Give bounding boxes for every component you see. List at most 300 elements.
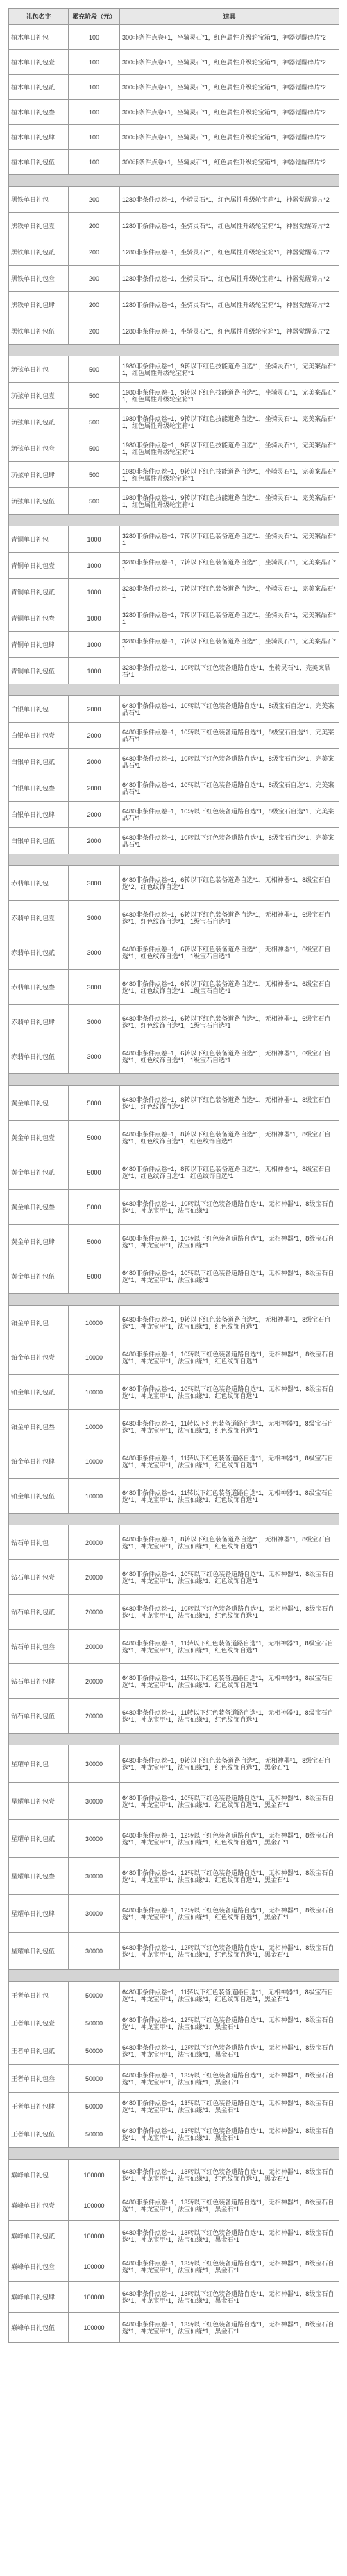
table-row — [9, 266, 339, 292]
pack-name-cell: 铂金单日礼包肆 — [9, 1444, 69, 1479]
table-row — [9, 383, 339, 409]
items-cell: 6480非条件点卷+1，6转以下红色装备道路自选*1，无相神器*1，6级宝石自选*1，红色纹饰自选*1，1级宝石自选*1 — [120, 935, 339, 970]
table-row — [9, 187, 339, 213]
items-cell: 1980非条件点卷+1，9转以下红色技能道路自选*1，坐骑灵石*1，完美案晶石*1，红色属性升级轮宝箱*1 — [120, 356, 339, 383]
table-row — [9, 75, 339, 100]
table-row — [9, 409, 339, 435]
items-cell: 300非条件点卷+1，坐骑灵石*1，红色属性升级轮宝箱*1，神器觉醒碎片*2 — [120, 50, 339, 75]
group-separator — [9, 1734, 339, 1745]
table-row — [9, 866, 339, 901]
amount-cell: 2000 — [69, 775, 120, 802]
table-row — [9, 1225, 339, 1259]
items-cell: 6480非条件点卷+1，8转以下红色装备道路自选*1，无相神器*1，8级宝石自选*1，红色纹饰自选*1，红色纹饰自选*1 — [120, 1121, 339, 1155]
table-row — [9, 1340, 339, 1375]
pack-name-cell: 赤翡单日礼包叁 — [9, 970, 69, 1005]
table-row — [9, 356, 339, 383]
items-cell: 6480非条件点卷+1，11转以下红色装备道路自选*1，无相神器*1，8级宝石自选*1，神龙宝甲*1，法宝仙缘*1，红色纹饰自选*1 — [120, 1444, 339, 1479]
table-row — [9, 935, 339, 970]
items-cell: 3280非条件点卷+1，7转以下红色装备道路自选*1，坐骑灵石*1，完美案晶石*1 — [120, 526, 339, 553]
table-row — [9, 2065, 339, 2093]
group-separator — [9, 1514, 339, 1525]
amount-cell: 200 — [69, 187, 120, 213]
amount-cell: 1000 — [69, 658, 120, 684]
group-separator — [9, 2148, 339, 2160]
table-row — [9, 213, 339, 239]
pack-name-cell: 星耀单日礼包壹 — [9, 1783, 69, 1820]
amount-cell: 10000 — [69, 1444, 120, 1479]
pack-name-cell: 黄金单日礼包壹 — [9, 1121, 69, 1155]
amount-cell: 1000 — [69, 526, 120, 553]
pack-name-cell: 赤翡单日礼包伍 — [9, 1039, 69, 1074]
amount-cell: 1000 — [69, 553, 120, 579]
pack-name-cell: 铂金单日礼包壹 — [9, 1340, 69, 1375]
pack-name-cell: 钻石单日礼包贰 — [9, 1595, 69, 1630]
items-cell: 1280非条件点卷+1，坐骑灵石*1，红色属性升级轮宝箱*1，神器觉醒碎片*2 — [120, 318, 339, 345]
amount-cell: 20000 — [69, 1630, 120, 1664]
pack-name-cell: 赤翡单日礼包肆 — [9, 1005, 69, 1039]
table-row — [9, 1745, 339, 1783]
pack-name-cell: 王者单日礼包贰 — [9, 2037, 69, 2065]
table-row — [9, 658, 339, 684]
amount-cell: 10000 — [69, 1340, 120, 1375]
table-row — [9, 2120, 339, 2148]
table-row — [9, 1982, 339, 2009]
group-separator-cell — [9, 684, 339, 696]
table-row — [9, 1479, 339, 1514]
table-row — [9, 2282, 339, 2313]
pack-name-cell: 青铜单日礼包肆 — [9, 632, 69, 658]
amount-cell: 1000 — [69, 605, 120, 632]
amount-cell: 2000 — [69, 696, 120, 723]
pack-name-cell: 白银单日礼包伍 — [9, 828, 69, 854]
pack-name-cell: 赤翡单日礼包贰 — [9, 935, 69, 970]
table-row — [9, 488, 339, 515]
table-row — [9, 1664, 339, 1699]
table-row — [9, 2313, 339, 2343]
table-row — [9, 1858, 339, 1895]
amount-cell: 3000 — [69, 1039, 120, 1074]
pack-name-cell: 白银单日礼包 — [9, 696, 69, 723]
pack-name-cell: 青铜单日礼包伍 — [9, 658, 69, 684]
amount-cell: 20000 — [69, 1699, 120, 1734]
table-header-row — [9, 9, 339, 25]
items-cell: 300非条件点卷+1，坐骑灵石*1，红色属性升级轮宝箱*1，神器觉醒碎片*2 — [120, 25, 339, 50]
amount-cell: 500 — [69, 409, 120, 435]
group-separator-cell — [9, 1514, 339, 1525]
items-cell: 1980非条件点卷+1，9转以下红色技能道路自选*1，坐骑灵石*1，完美案晶石*1，红色属性升级轮宝箱*1 — [120, 409, 339, 435]
items-cell: 1280非条件点卷+1，坐骑灵石*1，红色属性升级轮宝箱*1，神器觉醒碎片*2 — [120, 292, 339, 318]
items-cell: 6480非条件点卷+1，8转以下红色装备道路自选*1，无相神器*1，8级宝石自选*1，红色纹饰自选*1 — [120, 1086, 339, 1121]
items-cell: 6480非条件点卷+1，10转以下红色装备道路自选*1，无相神器*1，8级宝石自选*1，神龙宝甲*1，法宝仙缘*1，红色纹饰自选*1 — [120, 1595, 339, 1630]
group-separator — [9, 1074, 339, 1086]
table-row — [9, 2190, 339, 2221]
pack-name-cell: 赤翡单日礼包壹 — [9, 901, 69, 935]
header-name: 礼包名字 — [9, 9, 69, 25]
amount-cell: 200 — [69, 318, 120, 345]
header-items: 道具 — [120, 9, 339, 25]
pack-name-cell: 钻石单日礼包肆 — [9, 1664, 69, 1699]
amount-cell: 200 — [69, 266, 120, 292]
amount-cell: 10000 — [69, 1479, 120, 1514]
items-cell: 3280非条件点卷+1，7转以下红色装备道路自选*1，坐骑灵石*1，完美案晶石*1 — [120, 605, 339, 632]
table-row — [9, 1699, 339, 1734]
amount-cell: 2000 — [69, 749, 120, 775]
items-cell: 3280非条件点卷+1，7转以下红色装备道路自选*1，坐骑灵石*1，完美案晶石*1 — [120, 632, 339, 658]
table-row — [9, 1306, 339, 1340]
amount-cell: 200 — [69, 239, 120, 266]
items-cell: 6480非条件点卷+1，13转以下红色装备道路自选*1，无相神器*1，8级宝石自选*1，神龙宝甲*1，法宝仙缘*1，黑金石*1 — [120, 2282, 339, 2313]
amount-cell: 3000 — [69, 901, 120, 935]
items-cell: 6480非条件点卷+1，8转以下红色装备道路自选*1，无相神器*1，8级宝石自选*1，神龙宝甲*1，法宝仙缘*1，红色纹饰自选*1 — [120, 1525, 339, 1560]
pack-name-cell: 植木单日礼包贰 — [9, 75, 69, 100]
gift-pack-table — [8, 8, 339, 2343]
pack-name-cell: 黑铁单日礼包伍 — [9, 318, 69, 345]
items-cell: 6480非条件点卷+1，10转以下红色装备道路自选*1，无相神器*1，8级宝石自选*1，神龙宝甲*1，法宝仙缘*1 — [120, 1190, 339, 1225]
group-separator — [9, 1294, 339, 1306]
pack-name-cell: 钻石单日礼包伍 — [9, 1699, 69, 1734]
table-row — [9, 749, 339, 775]
table-row — [9, 802, 339, 828]
pack-name-cell: 星耀单日礼包肆 — [9, 1895, 69, 1933]
table-row — [9, 632, 339, 658]
items-cell: 6480非条件点卷+1，11转以下红色装备道路自选*1，无相神器*1，8级宝石自选*1，神龙宝甲*1，法宝仙缘*1，红色纹饰自选*1 — [120, 1699, 339, 1734]
table-row — [9, 1933, 339, 1970]
pack-name-cell: 植木单日礼包伍 — [9, 150, 69, 175]
table-row — [9, 553, 339, 579]
items-cell: 6480非条件点卷+1，11转以下红色装备道路自选*1，无相神器*1，8级宝石自选*1，神龙宝甲*1，法宝仙缘*1，红色纹饰自选*1 — [120, 1664, 339, 1699]
group-separator-cell — [9, 1734, 339, 1745]
table-row — [9, 2251, 339, 2282]
table-row — [9, 2009, 339, 2037]
pack-name-cell: 黑铁单日礼包壹 — [9, 213, 69, 239]
table-row — [9, 1630, 339, 1664]
pack-name-cell: 王者单日礼包 — [9, 1982, 69, 2009]
group-separator-cell — [9, 1294, 339, 1306]
table-row — [9, 125, 339, 150]
group-separator-cell — [9, 2148, 339, 2160]
items-cell: 6480非条件点卷+1，13转以下红色装备道路自选*1，无相神器*1，8级宝石自选*1，神龙宝甲*1，法宝仙缘*1，红色纹饰自选*1，黑金石*1 — [120, 2160, 339, 2190]
items-cell: 1980非条件点卷+1，9转以下红色技能道路自选*1，坐骑灵石*1，完美案晶石*1，红色属性升级轮宝箱*1 — [120, 435, 339, 462]
pack-name-cell: 黑铁单日礼包贰 — [9, 239, 69, 266]
pack-name-cell: 植木单日礼包肆 — [9, 125, 69, 150]
table-row — [9, 25, 339, 50]
table-row — [9, 1595, 339, 1630]
items-cell: 6480非条件点卷+1，9转以下红色装备道路自选*1，无相神器*1，8级宝石自选*1，神龙宝甲*1，法宝仙缘*1，红色纹饰自选*1，黑金石*1 — [120, 1745, 339, 1783]
pack-name-cell: 白银单日礼包贰 — [9, 749, 69, 775]
table-row — [9, 2093, 339, 2120]
items-cell: 6480非条件点卷+1，10转以下红色装备道路自选*1，无相神器*1，8级宝石自选*1，神龙宝甲*1，法宝仙缘*1，红色纹饰自选*1 — [120, 1340, 339, 1375]
table-row — [9, 1086, 339, 1121]
table-row — [9, 775, 339, 802]
items-cell: 6480非条件点卷+1，10转以下红色装备道路自选*1，无相神器*1，8级宝石自选*1，神龙宝甲*1，法宝仙缘*1，红色纹饰自选*1 — [120, 1560, 339, 1595]
amount-cell: 50000 — [69, 2037, 120, 2065]
items-cell: 6480非条件点卷+1，6转以下红色装备道路自选*1，无相神器*1，6级宝石自选*1，红色纹饰自选*1，1级宝石自选*1 — [120, 970, 339, 1005]
items-cell: 6480非条件点卷+1，11转以下红色装备道路自选*1，无相神器*1，8级宝石自选*1，神龙宝甲*1，法宝仙缘*1，红色纹饰自选*1 — [120, 1479, 339, 1514]
table-row — [9, 579, 339, 605]
amount-cell: 500 — [69, 383, 120, 409]
amount-cell: 50000 — [69, 2065, 120, 2093]
amount-cell: 100000 — [69, 2282, 120, 2313]
table-row — [9, 1121, 339, 1155]
items-cell: 6480非条件点卷+1，10转以下红色装备道路自选*1，8级宝石自选*1，完美案晶石*1 — [120, 775, 339, 802]
items-cell: 6480非条件点卷+1，13转以下红色装备道路自选*1，无相神器*1，8级宝石自选*1，神龙宝甲*1，法宝仙缘*1，黑金石*1 — [120, 2221, 339, 2251]
pack-name-cell: 铂金单日礼包伍 — [9, 1479, 69, 1514]
pack-name-cell: 巅峰单日礼包伍 — [9, 2313, 69, 2343]
table-row — [9, 970, 339, 1005]
pack-name-cell: 铂金单日礼包贰 — [9, 1375, 69, 1410]
amount-cell: 100 — [69, 75, 120, 100]
group-separator — [9, 684, 339, 696]
table-row — [9, 1259, 339, 1294]
amount-cell: 2000 — [69, 723, 120, 749]
pack-name-cell: 白银单日礼包肆 — [9, 802, 69, 828]
table-row — [9, 1820, 339, 1858]
table-row — [9, 1155, 339, 1190]
amount-cell: 100000 — [69, 2160, 120, 2190]
pack-name-cell: 琉弦单日礼包叁 — [9, 435, 69, 462]
items-cell: 3280非条件点卷+1，10转以下红色装备道路自选*1，坐骑灵石*1，完美案晶石*1 — [120, 658, 339, 684]
pack-name-cell: 植木单日礼包叁 — [9, 100, 69, 125]
table-row — [9, 50, 339, 75]
amount-cell: 100 — [69, 150, 120, 175]
amount-cell: 3000 — [69, 935, 120, 970]
group-separator — [9, 1970, 339, 1982]
items-cell: 6480非条件点卷+1，10转以下红色装备道路自选*1，8级宝石自选*1，完美案晶石*1 — [120, 723, 339, 749]
amount-cell: 200 — [69, 213, 120, 239]
items-cell: 6480非条件点卷+1，13转以下红色装备道路自选*1，无相神器*1，8级宝石自选*1，神龙宝甲*1，法宝仙缘*1，黑金石*1 — [120, 2251, 339, 2282]
pack-name-cell: 黄金单日礼包 — [9, 1086, 69, 1121]
header-amount: 累充阶段（元） — [69, 9, 120, 25]
table-row — [9, 2037, 339, 2065]
amount-cell: 20000 — [69, 1664, 120, 1699]
pack-name-cell: 巅峰单日礼包肆 — [9, 2282, 69, 2313]
amount-cell: 30000 — [69, 1820, 120, 1858]
items-cell: 1280非条件点卷+1，坐骑灵石*1，红色属性升级轮宝箱*1，神器觉醒碎片*2 — [120, 213, 339, 239]
items-cell: 3280非条件点卷+1，7转以下红色装备道路自选*1，坐骑灵石*1，完美案晶石*1 — [120, 553, 339, 579]
table-row — [9, 605, 339, 632]
items-cell: 6480非条件点卷+1，12转以下红色装备道路自选*1，无相神器*1，8级宝石自选*1，神龙宝甲*1，法宝仙缘*1，红色纹饰自选*1，黑金石*1 — [120, 1895, 339, 1933]
items-cell: 6480非条件点卷+1，6转以下红色装备道路自选*1，无相神器*1，8级宝石自选*2，红色纹饰自选*1 — [120, 866, 339, 901]
items-cell: 1980非条件点卷+1，9转以下红色技能道路自选*1，坐骑灵石*1，完美案晶石*1，红色属性升级轮宝箱*1 — [120, 488, 339, 515]
amount-cell: 50000 — [69, 1982, 120, 2009]
table-row — [9, 318, 339, 345]
amount-cell: 5000 — [69, 1190, 120, 1225]
pack-name-cell: 王者单日礼包肆 — [9, 2093, 69, 2120]
amount-cell: 100000 — [69, 2251, 120, 2282]
table-row — [9, 1039, 339, 1074]
items-cell: 6480非条件点卷+1，13转以下红色装备道路自选*1，无相神器*1，8级宝石自选*1，神龙宝甲*1，法宝仙缘*1，黑金石*1 — [120, 2313, 339, 2343]
group-separator — [9, 854, 339, 866]
pack-name-cell: 铂金单日礼包 — [9, 1306, 69, 1340]
table-row — [9, 1444, 339, 1479]
table-row — [9, 1525, 339, 1560]
items-cell: 6480非条件点卷+1，13转以下红色装备道路自选*1，无相神器*1，8级宝石自选*1，神龙宝甲*1，法宝仙缘*1，黑金石*1 — [120, 2093, 339, 2120]
pack-name-cell: 钻石单日礼包 — [9, 1525, 69, 1560]
pack-name-cell: 赤翡单日礼包 — [9, 866, 69, 901]
table-row — [9, 901, 339, 935]
pack-name-cell: 星耀单日礼包叁 — [9, 1858, 69, 1895]
amount-cell: 10000 — [69, 1410, 120, 1444]
amount-cell: 30000 — [69, 1745, 120, 1783]
table-row — [9, 462, 339, 488]
items-cell: 1280非条件点卷+1，坐骑灵石*1，红色属性升级轮宝箱*1，神器觉醒碎片*2 — [120, 239, 339, 266]
pack-name-cell: 琉弦单日礼包贰 — [9, 409, 69, 435]
amount-cell: 10000 — [69, 1306, 120, 1340]
items-cell: 1280非条件点卷+1，坐骑灵石*1，红色属性升级轮宝箱*1，神器觉醒碎片*2 — [120, 187, 339, 213]
pack-name-cell: 铂金单日礼包叁 — [9, 1410, 69, 1444]
pack-name-cell: 星耀单日礼包 — [9, 1745, 69, 1783]
items-cell: 1980非条件点卷+1，9转以下红色技能道路自选*1，坐骑灵石*1，完美案晶石*1，红色属性升级轮宝箱*1 — [120, 462, 339, 488]
table-row — [9, 292, 339, 318]
items-cell: 6480非条件点卷+1，10转以下红色装备道路自选*1，8级宝石自选*1，完美案晶石*1 — [120, 828, 339, 854]
table-row — [9, 828, 339, 854]
group-separator — [9, 515, 339, 526]
pack-name-cell: 黑铁单日礼包叁 — [9, 266, 69, 292]
pack-name-cell: 植木单日礼包壹 — [9, 50, 69, 75]
amount-cell: 100000 — [69, 2313, 120, 2343]
amount-cell: 100000 — [69, 2190, 120, 2221]
items-cell: 6480非条件点卷+1，11转以下红色装备道路自选*1，无相神器*1，8级宝石自选*1，神龙宝甲*1，法宝仙缘*1，红色纹饰自选*1 — [120, 1410, 339, 1444]
amount-cell: 5000 — [69, 1225, 120, 1259]
pack-name-cell: 巅峰单日礼包壹 — [9, 2190, 69, 2221]
items-cell: 6480非条件点卷+1，10转以下红色装备道路自选*1，无相神器*1，8级宝石自选*1，神龙宝甲*1，法宝仙缘*1 — [120, 1259, 339, 1294]
group-separator — [9, 345, 339, 356]
items-cell: 6480非条件点卷+1，6转以下红色装备道路自选*1，无相神器*1，6级宝石自选*1，红色纹饰自选*1，1级宝石自选*1 — [120, 1039, 339, 1074]
pack-name-cell: 星耀单日礼包伍 — [9, 1933, 69, 1970]
group-separator-cell — [9, 1074, 339, 1086]
pack-name-cell: 白银单日礼包叁 — [9, 775, 69, 802]
amount-cell: 1000 — [69, 579, 120, 605]
amount-cell: 100 — [69, 25, 120, 50]
amount-cell: 3000 — [69, 866, 120, 901]
pack-name-cell: 植木单日礼包 — [9, 25, 69, 50]
amount-cell: 5000 — [69, 1086, 120, 1121]
pack-name-cell: 星耀单日礼包贰 — [9, 1820, 69, 1858]
pack-name-cell: 钻石单日礼包壹 — [9, 1560, 69, 1595]
items-cell: 6480非条件点卷+1，12转以下红色装备道路自选*1，无相神器*1，8级宝石自选*1，神龙宝甲*1，法宝仙缘*1，红色纹饰自选*1，黑金石*1 — [120, 1820, 339, 1858]
table-row — [9, 150, 339, 175]
amount-cell: 30000 — [69, 1858, 120, 1895]
amount-cell: 30000 — [69, 1933, 120, 1970]
items-cell: 6480非条件点卷+1，8转以下红色装备道路自选*1，无相神器*1，8级宝石自选*1，红色纹饰自选*1，红色纹饰自选*1 — [120, 1155, 339, 1190]
amount-cell: 3000 — [69, 1005, 120, 1039]
amount-cell: 100 — [69, 50, 120, 75]
group-separator-cell — [9, 854, 339, 866]
pack-name-cell: 黄金单日礼包贰 — [9, 1155, 69, 1190]
items-cell: 6480非条件点卷+1，13转以下红色装备道路自选*1，无相神器*1，8级宝石自选*1，神龙宝甲*1，法宝仙缘*1，黑金石*1 — [120, 2065, 339, 2093]
items-cell: 300非条件点卷+1，坐骑灵石*1，红色属性升级轮宝箱*1，神器觉醒碎片*2 — [120, 125, 339, 150]
items-cell: 300非条件点卷+1，坐骑灵石*1，红色属性升级轮宝箱*1，神器觉醒碎片*2 — [120, 75, 339, 100]
pack-name-cell: 青铜单日礼包叁 — [9, 605, 69, 632]
items-cell: 1980非条件点卷+1，9转以下红色技能道路自选*1，坐骑灵石*1，完美案晶石*1，红色属性升级轮宝箱*1 — [120, 383, 339, 409]
table-row — [9, 696, 339, 723]
pack-name-cell: 王者单日礼包伍 — [9, 2120, 69, 2148]
table-row — [9, 1190, 339, 1225]
amount-cell: 20000 — [69, 1595, 120, 1630]
items-cell: 6480非条件点卷+1，10转以下红色装备道路自选*1，无相神器*1，8级宝石自选*1，神龙宝甲*1，法宝仙缘*1 — [120, 1225, 339, 1259]
group-separator-cell — [9, 345, 339, 356]
pack-name-cell: 巅峰单日礼包贰 — [9, 2221, 69, 2251]
table-row — [9, 100, 339, 125]
amount-cell: 20000 — [69, 1560, 120, 1595]
group-separator-cell — [9, 175, 339, 187]
amount-cell: 200 — [69, 292, 120, 318]
pack-name-cell: 巅峰单日礼包 — [9, 2160, 69, 2190]
pack-name-cell: 王者单日礼包叁 — [9, 2065, 69, 2093]
pack-name-cell: 琉弦单日礼包肆 — [9, 462, 69, 488]
table-row — [9, 1375, 339, 1410]
pack-name-cell: 琉弦单日礼包 — [9, 356, 69, 383]
items-cell: 6480非条件点卷+1，12转以下红色装备道路自选*1，无相神器*1，8级宝石自选*1，神龙宝甲*1，法宝仙缘*1，红色纹饰自选*1，黑金石*1 — [120, 1858, 339, 1895]
table-row — [9, 1410, 339, 1444]
pack-name-cell: 王者单日礼包壹 — [9, 2009, 69, 2037]
items-cell: 6480非条件点卷+1，10转以下红色装备道路自选*1，8级宝石自选*1，完美案晶石*1 — [120, 802, 339, 828]
items-cell: 6480非条件点卷+1，11转以下红色装备道路自选*1，无相神器*1，8级宝石自选*1，神龙宝甲*1，法宝仙缘*1，红色纹饰自选*1，黑金石*1 — [120, 1982, 339, 2009]
items-cell: 6480非条件点卷+1，13转以下红色装备道路自选*1，无相神器*1，8级宝石自选*1，神龙宝甲*1，法宝仙缘*1，黑金石*1 — [120, 2120, 339, 2148]
items-cell: 6480非条件点卷+1，6转以下红色装备道路自选*1，无相神器*1，6级宝石自选*1，红色纹饰自选*1，1级宝石自选*1 — [120, 1005, 339, 1039]
items-cell: 6480非条件点卷+1，6转以下红色装备道路自选*1，无相神器*1，6级宝石自选*1，红色纹饰自选*1，1级宝石自选*1 — [120, 901, 339, 935]
items-cell: 6480非条件点卷+1，13转以下红色装备道路自选*1，无相神器*1，8级宝石自选*1，神龙宝甲*1，法宝仙缘*1，黑金石*1 — [120, 2190, 339, 2221]
items-cell: 6480非条件点卷+1，10转以下红色装备道路自选*1，无相神器*1，8级宝石自选*1，神龙宝甲*1，法宝仙缘*1，红色纹饰自选*1 — [120, 1375, 339, 1410]
amount-cell: 500 — [69, 488, 120, 515]
items-cell: 6480非条件点卷+1，12转以下红色装备道路自选*1，无相神器*1，8级宝石自选*1，神龙宝甲*1，法宝仙缘*1，黑金石*1 — [120, 2037, 339, 2065]
table-row — [9, 1560, 339, 1595]
group-separator-cell — [9, 1970, 339, 1982]
table-row — [9, 526, 339, 553]
pack-name-cell: 黄金单日礼包伍 — [9, 1259, 69, 1294]
items-cell: 6480非条件点卷+1，11转以下红色装备道路自选*1，无相神器*1，8级宝石自选*1，神龙宝甲*1，法宝仙缘*1，红色纹饰自选*1 — [120, 1630, 339, 1664]
pack-name-cell: 黄金单日礼包叁 — [9, 1190, 69, 1225]
amount-cell: 5000 — [69, 1155, 120, 1190]
amount-cell: 30000 — [69, 1783, 120, 1820]
amount-cell: 10000 — [69, 1375, 120, 1410]
items-cell: 6480非条件点卷+1，12转以下红色装备道路自选*1，无相神器*1，8级宝石自选*1，神龙宝甲*1，法宝仙缘*1，黑金石*1 — [120, 2009, 339, 2037]
pack-name-cell: 琉弦单日礼包壹 — [9, 383, 69, 409]
items-cell: 6480非条件点卷+1，10转以下红色装备道路自选*1，8级宝石自选*1，完美案晶石*1 — [120, 749, 339, 775]
amount-cell: 5000 — [69, 1121, 120, 1155]
table-row — [9, 435, 339, 462]
table-row — [9, 1005, 339, 1039]
group-separator-cell — [9, 515, 339, 526]
amount-cell: 2000 — [69, 828, 120, 854]
amount-cell: 100 — [69, 100, 120, 125]
amount-cell: 3000 — [69, 970, 120, 1005]
pack-name-cell: 钻石单日礼包叁 — [9, 1630, 69, 1664]
table-row — [9, 1783, 339, 1820]
items-cell: 6480非条件点卷+1，9转以下红色装备道路自选*1，无相神器*1，8级宝石自选*1，神龙宝甲*1，法宝仙缘*1，红色纹饰自选*1 — [120, 1306, 339, 1340]
items-cell: 300非条件点卷+1，坐骑灵石*1，红色属性升级轮宝箱*1，神器觉醒碎片*2 — [120, 150, 339, 175]
table-row — [9, 723, 339, 749]
pack-name-cell: 黑铁单日礼包 — [9, 187, 69, 213]
amount-cell: 50000 — [69, 2009, 120, 2037]
pack-name-cell: 巅峰单日礼包叁 — [9, 2251, 69, 2282]
amount-cell: 500 — [69, 435, 120, 462]
amount-cell: 30000 — [69, 1895, 120, 1933]
pack-name-cell: 白银单日礼包壹 — [9, 723, 69, 749]
items-cell: 6480非条件点卷+1，10转以下红色装备道路自选*1，无相神器*1，8级宝石自选*1，神龙宝甲*1，法宝仙缘*1，红色纹饰自选*1，黑金石*1 — [120, 1783, 339, 1820]
items-cell: 1280非条件点卷+1，坐骑灵石*1，红色属性升级轮宝箱*1，神器觉醒碎片*2 — [120, 266, 339, 292]
table-row — [9, 2160, 339, 2190]
amount-cell: 2000 — [69, 802, 120, 828]
table-row — [9, 2221, 339, 2251]
pack-name-cell: 青铜单日礼包壹 — [9, 553, 69, 579]
items-cell: 6480非条件点卷+1，10转以下红色装备道路自选*1，8级宝石自选*1，完美案晶石*1 — [120, 696, 339, 723]
items-cell: 300非条件点卷+1，坐骑灵石*1，红色属性升级轮宝箱*1，神器觉醒碎片*2 — [120, 100, 339, 125]
items-cell: 3280非条件点卷+1，7转以下红色装备道路自选*1，坐骑灵石*1，完美案晶石*1 — [120, 579, 339, 605]
amount-cell: 500 — [69, 462, 120, 488]
pack-name-cell: 琉弦单日礼包伍 — [9, 488, 69, 515]
amount-cell: 100000 — [69, 2221, 120, 2251]
